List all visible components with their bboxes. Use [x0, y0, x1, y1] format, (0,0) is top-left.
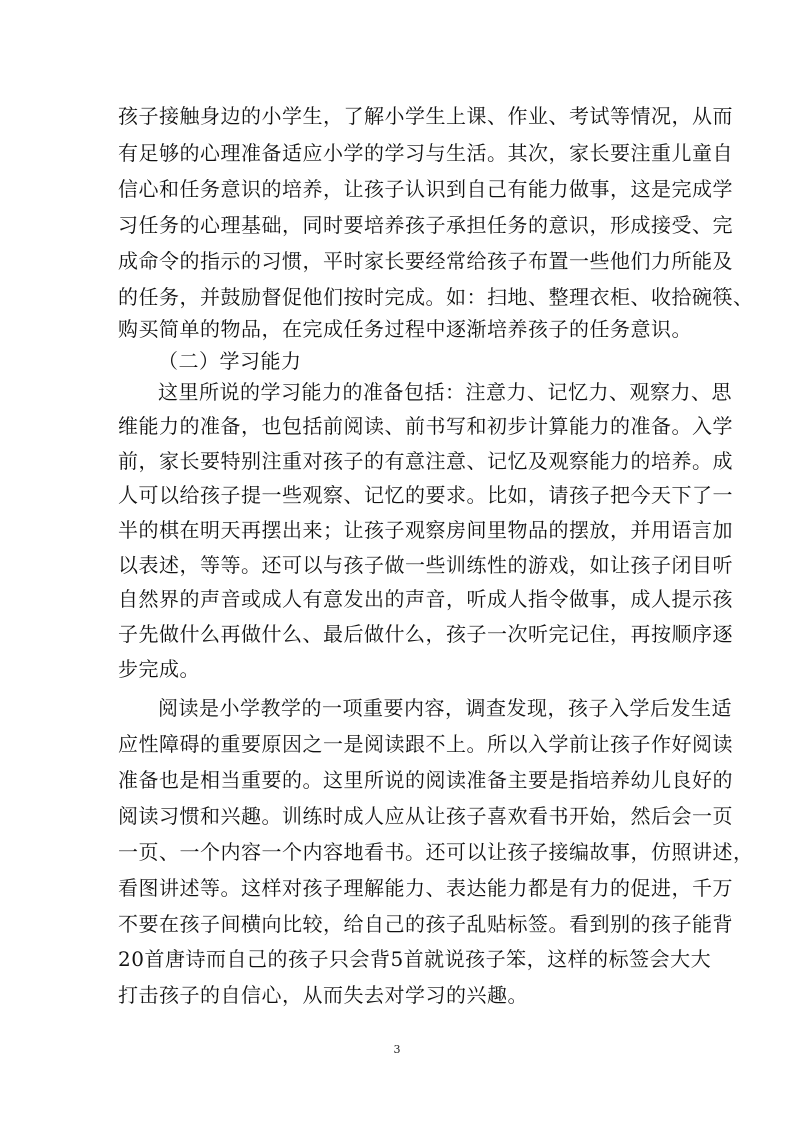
paragraph-2-line: 自然界的声音或成人有意发出的声音，听成人指令做事，成人提示孩 [118, 587, 733, 611]
paragraph-3-line: 阅读习惯和兴趣。训练时成人应从让孩子喜欢看书开始，然后会一页 [118, 804, 733, 828]
paragraph-3-line: 20首唐诗而自己的孩子只会背5首就说孩子笨，这样的标签会大大 [118, 947, 712, 971]
paragraph-3-line: 准备也是相当重要的。这里所说的阅读准备主要是指培养幼儿良好的 [118, 768, 733, 792]
paragraph-2-line: 半的棋在明天再摆出来；让孩子观察房间里物品的摆放，并用语言加 [118, 518, 733, 542]
paragraph-1-line: 购买简单的物品，在完成任务过程中逐渐培养孩子的任务意识。 [118, 317, 692, 341]
paragraph-1-line: 成命令的指示的习惯，平时家长要经常给孩子布置一些他们力所能及 [118, 249, 733, 273]
paragraph-2-line: 维能力的准备，也包括前阅读、前书写和初步计算能力的准备。入学 [118, 414, 733, 438]
paragraph-1-line: 信心和任务意识的培养，让孩子认识到自己有能力做事，这是完成学 [118, 177, 733, 201]
paragraph-2-line: 以表述，等等。还可以与孩子做一些训练性的游戏，如让孩子闭目听 [118, 553, 733, 577]
paragraph-3-line: 阅读是小学教学的一项重要内容，调查发现，孩子入学后发生适 [158, 696, 732, 720]
paragraph-1-line: 习任务的心理基础，同时要培养孩子承担任务的意识，形成接受、完 [118, 213, 733, 237]
paragraph-1-line: 孩子接触身边的小学生，了解小学生上课、作业、考试等情况，从而 [118, 104, 733, 128]
paragraph-3-line: 打击孩子的自信心，从而失去对学习的兴趣。 [118, 983, 528, 1007]
paragraph-2-line: 人可以给孩子提一些观察、记忆的要求。比如，请孩子把今天下了一 [118, 483, 733, 507]
section-heading: （二）学习能力 [158, 349, 302, 373]
paragraph-1-line: 的任务，并鼓励督促他们按时完成。如：扫地、整理衣柜、收拾碗筷、 [118, 285, 754, 309]
paragraph-2-line: 步完成。 [118, 657, 200, 681]
paragraph-3-line: 一页、一个内容一个内容地看书。还可以让孩子接编故事，仿照讲述， [118, 840, 754, 864]
paragraph-2-line: 这里所说的学习能力的准备包括：注意力、记忆力、观察力、思 [158, 380, 732, 404]
paragraph-3-line: 不要在孩子间横向比较，给自己的孩子乱贴标签。看到别的孩子能背 [118, 912, 733, 936]
paragraph-2-line: 子先做什么再做什么、最后做什么，孩子一次听完记住，再按顺序逐 [118, 622, 733, 646]
paragraph-3-line: 看图讲述等。这样对孩子理解能力、表达能力都是有力的促进，千万 [118, 876, 733, 900]
page-number: 3 [393, 1043, 401, 1056]
paragraph-3-line: 应性障碍的重要原因之一是阅读跟不上。所以入学前让孩子作好阅读 [118, 732, 733, 756]
paragraph-1-line: 有足够的心理准备适应小学的学习与生活。其次，家长要注重儿童自 [118, 141, 733, 165]
paragraph-2-line: 前，家长要特别注重对孩子的有意注意、记忆及观察能力的培养。成 [118, 449, 733, 473]
